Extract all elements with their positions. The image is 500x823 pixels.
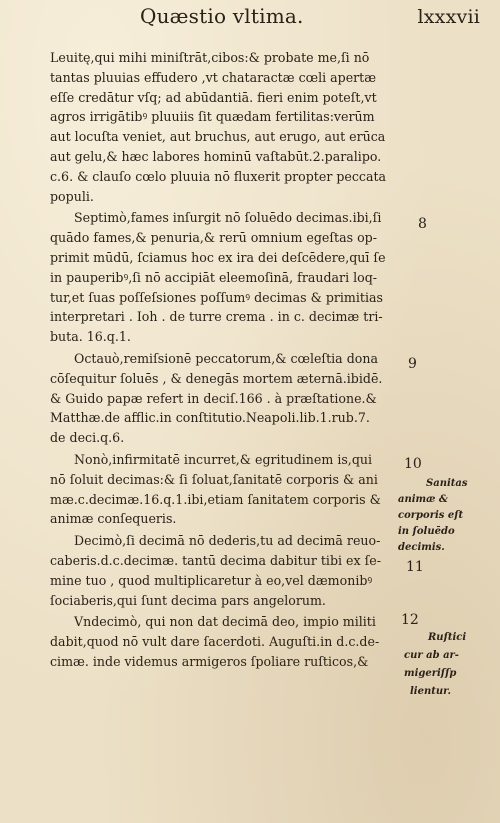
text-line: de deci.q.6. <box>50 430 125 446</box>
margin-number-12: 12 <box>401 612 419 628</box>
page-title: Quæstio vltima. <box>140 4 304 28</box>
text-line: c.6. & clauſo cœlo pluuia nō fluxerit propter peccata <box>50 168 387 184</box>
paragraph-vndecimo <box>50 612 398 671</box>
text-line: Octauò,remiſsionē peccatorum,& cœleſtia dona <box>74 350 378 366</box>
paragraph-nono <box>50 450 398 529</box>
margin-note-line: migeriſſp <box>404 668 457 679</box>
paragraph-1 <box>50 48 398 206</box>
running-header <box>140 4 480 28</box>
text-line: Decimò,ſi decimā nō dederis,tu ad decimā reuo- <box>74 533 381 549</box>
text-line: aut locuſta veniet, aut bruchus, aut erugo, aut erūca <box>50 129 386 145</box>
text-line: mine tuo , quod multiplicaretur à eo,vel dæmonibꝰ <box>50 572 373 588</box>
text-line: aut gelu,& hæc labores hominū vaſtabūt.2.paralipo. <box>50 148 382 164</box>
margin-number-10: 10 <box>404 456 422 472</box>
text-line: in pauperibꝰ,ſi nō accipiāt eleemoſinā, fraudari loq- <box>50 269 378 285</box>
text-line: primit mūdū, ſciamus hoc ex ira dei deſcēdere,quī ſe <box>50 249 386 265</box>
margin-note-line: corporis eſt <box>398 510 464 521</box>
text-line: Septimò,fames inſurgit nō ſoluēdo decimas.ibi,ſi <box>74 210 382 226</box>
text-line: tantas pluuias effudero ,vt chataractæ cœli apertæ <box>50 69 377 85</box>
text-line: Vndecimò, qui non dat decimā deo, impio militi <box>74 614 376 630</box>
text-line: Matthæ.de afflic.in conſtitutio.Neapoli.lib.1.rub.7. <box>50 410 370 426</box>
margin-number-11: 11 <box>406 559 424 575</box>
margin-note-line: animæ & <box>398 494 448 505</box>
paragraph-octauo <box>50 349 398 448</box>
margin-number-9: 9 <box>408 356 417 372</box>
text-line: cōſequitur ſoluēs , & denegās mortem æternā.ibidē. <box>50 370 383 386</box>
text-line: animæ conſequeris. <box>50 511 177 527</box>
paragraph-decimo <box>50 531 398 610</box>
paragraph-septimo <box>50 208 398 347</box>
text-line: mæ.c.decimæ.16.q.1.ibi,etiam ſanitatem corporis & <box>50 491 381 507</box>
text-line: tur,et ſuas poſſeſsiones poſſumꝰ decimas & primitias <box>50 289 383 305</box>
text-line: cimæ. inde videmus armigeros ſpoliare ruſticos,& <box>50 653 369 669</box>
text-line: agros irrigātibꝰ pluuiis ſit quædam fertilitas:verūm <box>50 109 375 125</box>
margin-note-line: Sanitas <box>426 478 468 489</box>
margin-number-8: 8 <box>418 216 427 232</box>
text-line: dabit,quod nō vult dare ſacerdoti. Auguſti.in d.c.de- <box>50 634 380 650</box>
text-line: caberis.d.c.decimæ. tantū decima dabitur tibi ex ſe- <box>50 552 381 568</box>
text-line: eſſe credātur vſq; ad abūdantiā. fieri enim poteſt,vt <box>50 89 377 105</box>
text-line: nō ſoluit decimas:& ſi ſoluat,ſanitatē corporis & ani <box>50 471 378 487</box>
text-line: & Guido papæ refert in deciſ.166 . à præſtatione.& <box>50 390 377 406</box>
main-text-column <box>50 46 398 672</box>
text-line: populi. <box>50 188 94 204</box>
margin-note-line: Ruſtici <box>428 632 467 643</box>
text-line: ſociaberis,qui ſunt decima pars angelorum. <box>50 592 326 608</box>
margin-note-line: cur ab ar- <box>404 650 459 661</box>
folio-number: lxxxvii <box>417 6 480 28</box>
margin-note-line: in ſoluēdo <box>398 526 455 537</box>
text-line: interpretari . Ioh . de turre crema . in c. decimæ tri- <box>50 309 383 325</box>
text-line: buta. 16.q.1. <box>50 329 131 345</box>
margin-note-line: decimis. <box>398 542 445 553</box>
text-line: quādo fames,& penuria,& rerū omnium egeſtas op- <box>50 230 377 246</box>
text-line: Leuitę,qui mihi miniſtrāt,cibos:& probate me,ſi nō <box>50 50 370 65</box>
text-line: Nonò,infirmitatē incurret,& egritudinem is,qui <box>74 451 373 467</box>
margin-note-line: lientur. <box>410 686 451 697</box>
